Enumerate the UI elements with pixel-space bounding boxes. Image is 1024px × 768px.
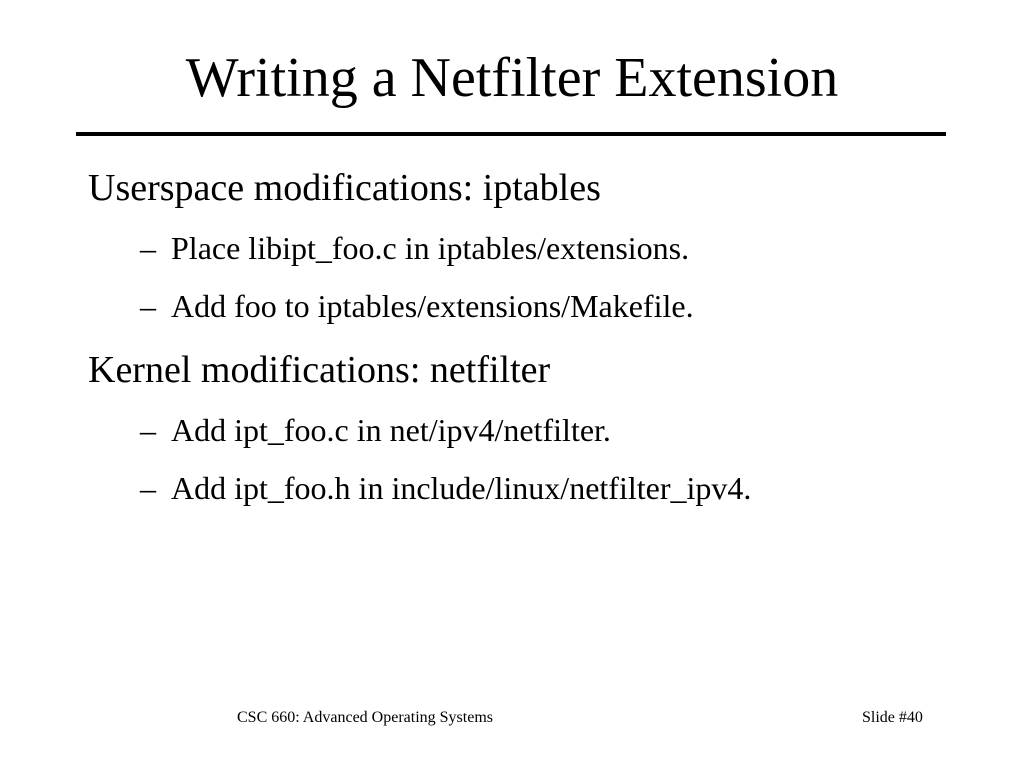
slide-title: Writing a Netfilter Extension <box>185 47 839 109</box>
section-heading-kernel: Kernel modifications: netfilter <box>88 349 551 391</box>
sub-bullet-text: Add ipt_foo.c in net/ipv4/netfilter. <box>171 412 611 448</box>
footer-slide-number: Slide #40 <box>862 709 923 726</box>
sub-bullet-add-foo-makefile <box>140 286 694 326</box>
dash-marker: – <box>140 412 156 448</box>
section-heading-userspace: Userspace modifications: iptables <box>88 167 601 209</box>
sub-bullet-add-ipt-foo-h <box>140 468 751 508</box>
sub-bullet-add-ipt-foo-c <box>140 410 611 450</box>
dash-marker: – <box>140 470 156 506</box>
sub-bullet-text: Place libipt_foo.c in iptables/extensions. <box>171 230 690 266</box>
sub-bullet-place-libipt <box>140 228 689 268</box>
sub-bullet-text: Add foo to iptables/extensions/Makefile. <box>171 288 694 324</box>
footer-course-name: CSC 660: Advanced Operating Systems <box>237 709 493 726</box>
sub-bullet-text: Add ipt_foo.h in include/linux/netfilter_ipv4. <box>171 470 752 506</box>
dash-marker: – <box>140 288 156 324</box>
dash-marker: – <box>140 230 156 266</box>
